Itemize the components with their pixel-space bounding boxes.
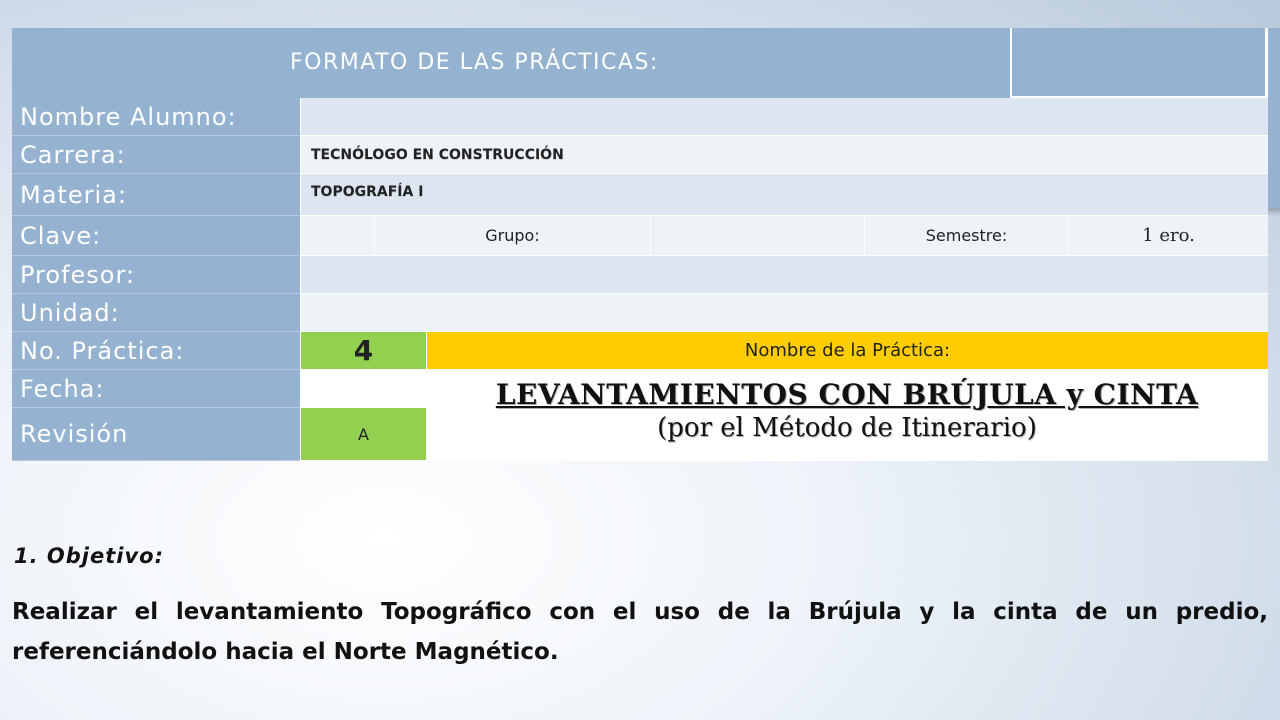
field-materia[interactable]: TOPOGRAFÍA I <box>300 174 1268 216</box>
label-fecha: Fecha: <box>12 370 300 408</box>
label-nombre-practica: Nombre de la Práctica: <box>426 332 1268 370</box>
label-clave: Clave: <box>12 216 300 256</box>
label-semestre: Semestre: <box>864 216 1068 256</box>
row-clave <box>12 216 1268 256</box>
field-profesor[interactable] <box>300 256 1268 294</box>
objective-body: Realizar el levantamiento Topográfico con el uso de la Brújula y la cinta de un predio, referenciándolo hacia el Norte Magnético. <box>12 599 1268 665</box>
title-row <box>12 28 1268 98</box>
row-profesor <box>12 256 1268 294</box>
label-grupo: Grupo: <box>374 216 650 256</box>
field-carrera[interactable]: TECNÓLOGO EN CONSTRUCCIÓN <box>300 136 1268 174</box>
row-materia <box>12 174 1268 216</box>
label-unidad: Unidad: <box>12 294 300 332</box>
label-materia: Materia: <box>12 174 300 216</box>
practice-name-subtitle: (por el Método de Itinerario) <box>657 413 1037 443</box>
label-revision: Revisión <box>12 408 300 461</box>
field-grupo[interactable] <box>650 216 864 256</box>
field-fecha[interactable] <box>300 370 426 408</box>
label-no-practica: No. Práctica: <box>12 332 300 370</box>
label-nombre-alumno: Nombre Alumno: <box>12 98 300 136</box>
field-no-practica[interactable]: 4 <box>300 332 426 370</box>
field-revision[interactable]: A <box>300 408 426 461</box>
field-unidad[interactable] <box>300 294 1268 332</box>
label-carrera: Carrera: <box>12 136 300 174</box>
page-title: FORMATO DE LAS PRÁCTICAS: <box>290 50 659 75</box>
row-unidad <box>12 294 1268 332</box>
field-semestre[interactable]: 1 ero. <box>1068 216 1268 256</box>
row-no-practica <box>12 332 1268 370</box>
practice-name-block <box>426 370 1268 461</box>
objective-heading: 1. Objetivo: <box>14 544 164 568</box>
field-clave[interactable] <box>300 216 374 256</box>
label-profesor: Profesor: <box>12 256 300 294</box>
row-nombre-alumno <box>12 98 1268 136</box>
row-carrera <box>12 136 1268 174</box>
field-nombre-alumno[interactable] <box>300 98 1268 136</box>
practice-name-title: LEVANTAMIENTOS CON BRÚJULA y CINTA <box>495 378 1199 411</box>
